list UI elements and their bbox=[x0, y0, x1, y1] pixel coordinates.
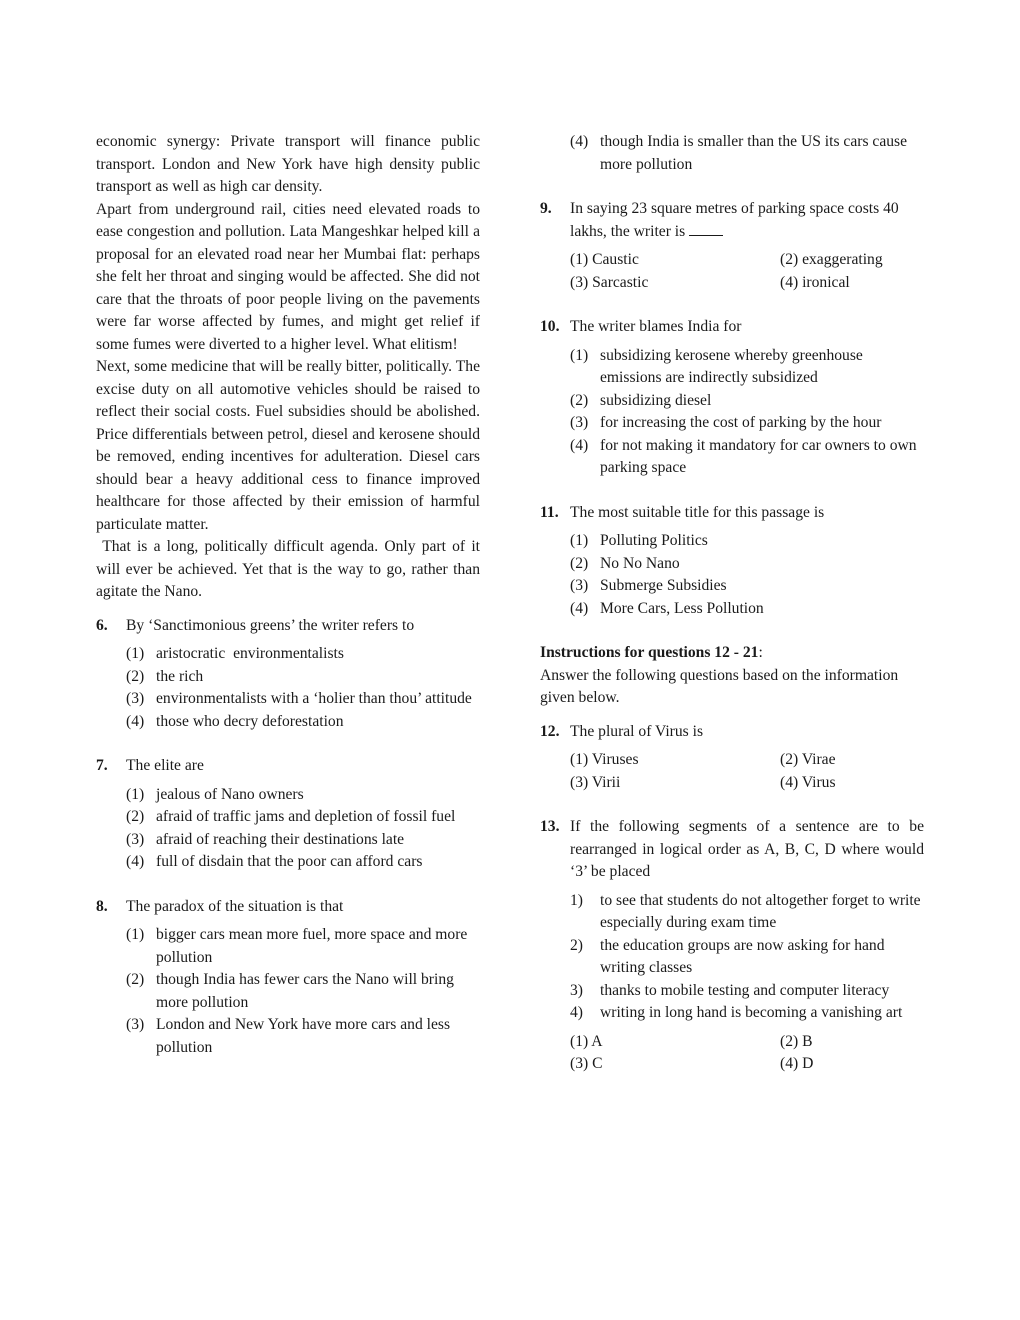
segment-text: thanks to mobile testing and computer literacy bbox=[600, 981, 890, 999]
option[interactable] bbox=[126, 806, 480, 829]
question-text: If the following segments of a sentence are to be rearranged in logical order as A, B, C, D where would ‘3’ be placed bbox=[570, 818, 924, 880]
option-label: (3) bbox=[570, 1055, 589, 1072]
option-text: afraid of reaching their destinations late bbox=[156, 830, 405, 848]
question-number: 6. bbox=[96, 616, 108, 634]
segment-text: writing in long hand is becoming a vanishing art bbox=[600, 1004, 903, 1021]
option-label: (3) bbox=[570, 773, 589, 791]
option-label: (1) bbox=[126, 785, 145, 803]
option-label: (2) bbox=[780, 751, 799, 768]
option[interactable] bbox=[570, 131, 924, 176]
option-text: A bbox=[591, 1032, 603, 1050]
options-grid bbox=[570, 749, 924, 794]
passage-paragraph: That is a long, politically difficult agenda. Only part of it will ever be achieved. Yet that is the way to go, rather than agitate the Nano. bbox=[96, 538, 484, 600]
option-text: bigger cars mean more fuel, more space and more pollution bbox=[156, 926, 468, 966]
option-text: those who decry deforestation bbox=[156, 712, 344, 730]
option[interactable] bbox=[570, 749, 780, 772]
option-label: (2) bbox=[126, 667, 145, 685]
option-label: (4) bbox=[780, 773, 799, 791]
option-text: environmentalists with a ‘holier than thou’ attitude bbox=[156, 690, 472, 707]
option-text: subsidizing diesel bbox=[600, 391, 712, 409]
question-text: The plural of Virus is bbox=[570, 722, 704, 740]
option-text: Virae bbox=[801, 751, 836, 768]
question-7 bbox=[96, 755, 480, 874]
option[interactable] bbox=[570, 1053, 780, 1076]
option-text: for not making it mandatory for car owners to own parking space bbox=[600, 436, 917, 476]
question-number: 11. bbox=[540, 503, 559, 521]
option-text: B bbox=[802, 1032, 813, 1050]
option-label: (2) bbox=[780, 251, 799, 268]
option-text: Viruses bbox=[591, 751, 639, 768]
option[interactable] bbox=[570, 598, 924, 621]
option[interactable] bbox=[126, 666, 480, 689]
options-list bbox=[570, 345, 924, 480]
question-text: The elite are bbox=[126, 757, 204, 774]
option-label: (1) bbox=[126, 926, 145, 943]
options-list bbox=[126, 784, 480, 874]
option-label: (4) bbox=[570, 599, 589, 617]
option-label: (3) bbox=[570, 577, 589, 594]
option-label: (1) bbox=[570, 1032, 589, 1050]
question-text: By ‘Sanctimonious greens’ the writer refers to bbox=[126, 616, 415, 634]
question-number: 7. bbox=[96, 757, 108, 774]
segment-label: 1) bbox=[570, 891, 583, 909]
option-label: (1) bbox=[570, 251, 589, 268]
option-text: ironical bbox=[802, 273, 850, 291]
segment bbox=[570, 980, 924, 1003]
option-text: full of disdain that the poor can afford cars bbox=[156, 853, 423, 870]
option[interactable] bbox=[126, 1014, 480, 1059]
options-list bbox=[570, 530, 924, 620]
segment-label: 2) bbox=[570, 936, 583, 954]
option[interactable] bbox=[780, 1031, 924, 1054]
option-text: though India has fewer cars the Nano will bring more pollution bbox=[156, 971, 454, 1011]
question-text: The writer blames India for bbox=[570, 318, 742, 335]
option-label: (3) bbox=[126, 830, 145, 848]
option-label: (1) bbox=[570, 751, 589, 768]
option[interactable] bbox=[570, 249, 780, 272]
option[interactable] bbox=[570, 412, 924, 435]
option-text: Sarcastic bbox=[592, 273, 649, 291]
option[interactable] bbox=[126, 829, 480, 852]
question-number: 12. bbox=[540, 722, 560, 740]
option-text: though India is smaller than the US its cars cause more pollution bbox=[600, 133, 908, 173]
instructions-title-text: Instructions for questions 12 - 21 bbox=[540, 644, 759, 661]
option[interactable] bbox=[126, 711, 480, 734]
segment-text: to see that students do not altogether forget to write especially during exam time bbox=[600, 891, 921, 931]
question-10 bbox=[540, 316, 924, 480]
options-grid bbox=[570, 249, 924, 294]
option-label: (2) bbox=[780, 1032, 799, 1050]
option-text: Caustic bbox=[592, 251, 639, 268]
question-8 bbox=[96, 896, 480, 1060]
option-text: More Cars, Less Pollution bbox=[600, 599, 764, 617]
question-13 bbox=[540, 816, 924, 1076]
question-text-content: In saying 23 square metres of parking space costs 40 lakhs, the writer is bbox=[570, 200, 899, 240]
option-label: (2) bbox=[126, 808, 145, 825]
option-label: (4) bbox=[780, 273, 799, 291]
option[interactable] bbox=[780, 772, 924, 795]
option-text: aristocratic environmentalists bbox=[156, 645, 344, 662]
option-text: London and New York have more cars and less pollution bbox=[156, 1016, 451, 1056]
question-number: 13. bbox=[540, 818, 560, 835]
option[interactable] bbox=[570, 1031, 780, 1054]
question-6 bbox=[96, 615, 480, 734]
option[interactable] bbox=[126, 643, 480, 666]
segments-list bbox=[570, 890, 924, 1025]
option[interactable] bbox=[570, 345, 924, 390]
options-list-continued bbox=[570, 131, 924, 176]
option-text: the rich bbox=[156, 667, 204, 685]
option[interactable] bbox=[780, 749, 924, 772]
option-label: (2) bbox=[570, 554, 589, 572]
question-number: 9. bbox=[540, 200, 552, 217]
question-9 bbox=[540, 198, 924, 294]
option-text: C bbox=[592, 1055, 603, 1072]
question-text bbox=[570, 198, 924, 243]
option[interactable] bbox=[126, 924, 480, 969]
option[interactable] bbox=[780, 249, 924, 272]
option[interactable] bbox=[570, 390, 924, 413]
option-label: (2) bbox=[570, 391, 589, 409]
option[interactable] bbox=[126, 969, 480, 1014]
segment bbox=[570, 1002, 924, 1025]
option[interactable] bbox=[570, 772, 780, 795]
right-column bbox=[540, 131, 924, 1076]
question-12 bbox=[540, 721, 924, 795]
answer-blank bbox=[689, 221, 723, 236]
segment-label: 3) bbox=[570, 981, 583, 999]
option-label: (4) bbox=[126, 712, 145, 730]
option-label: (3) bbox=[570, 273, 589, 291]
options-list bbox=[126, 643, 480, 733]
question-11 bbox=[540, 502, 924, 621]
instructions-colon: : bbox=[758, 644, 763, 661]
passage-paragraph: Next, some medicine that will be really bitter, politically. The excise duty on all automotive vehicles should be raised to reflect their social costs. Fuel subsidies should be abolished. Price differentials between petrol, diesel and kerosene should be removed, ending incentives for adulteration. Diesel cars should bear a heavy additional cess to finance improved healthcare for those affected by their emission of harmful particulate matter. bbox=[96, 358, 480, 533]
option[interactable] bbox=[126, 784, 480, 807]
option-text: exaggerating bbox=[802, 251, 883, 268]
segment bbox=[570, 890, 924, 935]
option-text: jealous of Nano owners bbox=[156, 785, 304, 803]
option[interactable] bbox=[570, 553, 924, 576]
option-text: Polluting Politics bbox=[600, 532, 708, 549]
passage-paragraph: Apart from underground rail, cities need elevated roads to ease congestion and pollution. Lata Mangeshkar helped kill a proposal for an elevated road near her Mumbai flat: perhaps she felt her throat and singing would be affected. She did not care that the throats of poor people living on the pavements were far worse affected by fumes, and might get relief if some fumes were diverted to a higher level. What elitism! bbox=[96, 200, 480, 353]
option[interactable] bbox=[570, 272, 780, 295]
option-label: (4) bbox=[570, 436, 589, 454]
options-list bbox=[126, 924, 480, 1059]
option-label: (4) bbox=[780, 1055, 799, 1072]
option-text: subsidizing kerosene whereby greenhouse emissions are indirectly subsidized bbox=[600, 346, 863, 386]
option[interactable] bbox=[570, 575, 924, 598]
option-text: afraid of traffic jams and depletion of fossil fuel bbox=[156, 808, 456, 825]
option-label: (1) bbox=[570, 346, 589, 364]
option[interactable] bbox=[570, 435, 924, 480]
option-text: Submerge Subsidies bbox=[600, 577, 727, 594]
question-text: The paradox of the situation is that bbox=[126, 897, 344, 915]
option-label: (4) bbox=[570, 133, 589, 150]
option-label: (2) bbox=[126, 971, 145, 988]
left-column bbox=[96, 131, 484, 1059]
option[interactable] bbox=[126, 851, 480, 874]
question-number: 8. bbox=[96, 897, 108, 915]
option-label: (3) bbox=[126, 1016, 145, 1033]
option-label: (3) bbox=[126, 690, 145, 707]
question-text: The most suitable title for this passage is bbox=[570, 503, 825, 521]
option-text: D bbox=[802, 1055, 814, 1072]
option-label: (4) bbox=[126, 853, 145, 870]
option-text: Virus bbox=[801, 773, 836, 791]
options-grid bbox=[570, 1031, 924, 1076]
option-label: (1) bbox=[126, 645, 145, 662]
option-label: (1) bbox=[570, 532, 589, 549]
option[interactable] bbox=[126, 688, 480, 711]
question-number: 10. bbox=[540, 318, 560, 335]
segment-label: 4) bbox=[570, 1004, 583, 1021]
option-text: Virii bbox=[591, 773, 621, 791]
instructions-block bbox=[540, 642, 924, 710]
option-text: for increasing the cost of parking by the hour bbox=[600, 414, 882, 431]
instructions-body: Answer the following questions based on the information given below. bbox=[540, 666, 899, 706]
option[interactable] bbox=[570, 530, 924, 553]
instructions-title bbox=[540, 642, 924, 665]
option-text: No No Nano bbox=[600, 554, 680, 572]
segment bbox=[570, 935, 924, 980]
option[interactable] bbox=[780, 1053, 924, 1076]
option[interactable] bbox=[780, 272, 924, 295]
option-label: (3) bbox=[570, 414, 589, 431]
passage-paragraph: economic synergy: Private transport will finance public transport. London and New York have high density public transport as well as high car density. bbox=[96, 133, 480, 195]
segment-text: the education groups are now asking for hand writing classes bbox=[600, 936, 885, 976]
